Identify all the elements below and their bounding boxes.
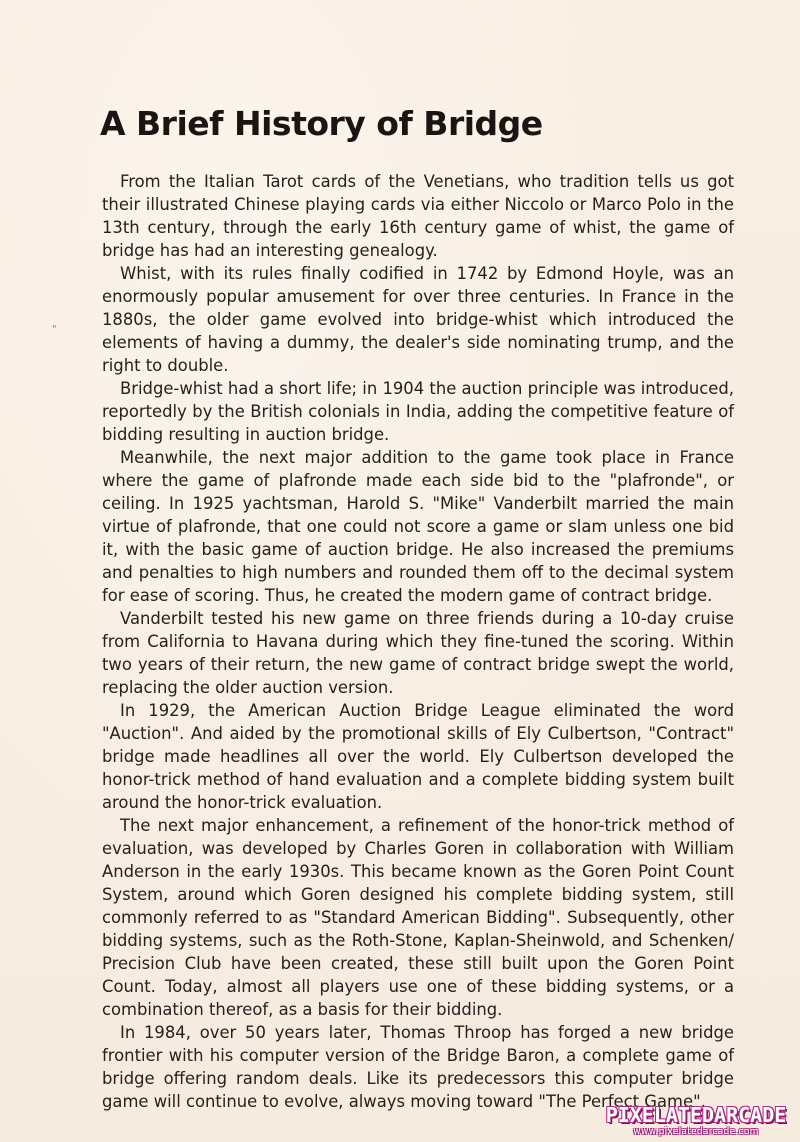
paragraph-3: Bridge-whist had a short life; in 1904 the auction principle was introduced, reportedly by the British colonials in India, adding the competitive feature of bidding resulting in auction bridge.: [102, 379, 734, 444]
watermark-url: www.pixelatedarcade.com: [633, 1127, 759, 1137]
paragraph-5: Vanderbilt tested his new game on three friends during a 10-day cruise from California to Havana during which they fine-tuned the scoring. Within two years of their return, the new game of contract bridge swept the world, replacing the older auction version.: [102, 609, 734, 697]
paragraph-7: The next major enhancement, a refinement of the honor-trick method of evaluation, was developed by Charles Goren in collaboration with William Anderson in the early 1930s. This became known as the Goren Point Count System, around which Goren designed his complete bidding system, still commonly referred to as "Standard American Bidding". Subsequently, other bidding systems, such as the Roth-Stone, Kaplan-Sheinwold, and Schenken/ Precision Club have been created, these still built upon the Goren Point Count. Today, almost all players use one of these bidding systems, or a combination thereof, as a basis for their bidding.: [102, 816, 734, 1019]
paragraph-8: In 1984, over 50 years later, Thomas Throop has forged a new bridge frontier with his computer version of the Bridge Baron, a complete game of bridge offering random deals. Like its predecessors this computer bridge game will continue to evolve, always moving toward "The Perfect Game".: [102, 1023, 734, 1111]
paragraph-2: Whist, with its rules finally codified in 1742 by Edmond Hoyle, was an enormously popular amusement for over three centuries. In France in the 1880s, the older game evolved into bridge-whist which introduced the elements of having a dummy, the dealer's side nominating trump, and the right to double.: [102, 264, 734, 375]
stray-mark: ": [52, 324, 57, 335]
paragraph-6: In 1929, the American Auction Bridge League eliminated the word "Auction". And aided by the promotional skills of Ely Culbertson, "Contract" bridge made headlines all over the world. Ely Culbertson developed the honor-trick method of hand evaluation and a complete bidding system built around the honor-trick evaluation.: [102, 701, 734, 812]
article-body: [102, 170, 734, 1113]
paragraph-4: Meanwhile, the next major addition to the game took place in France where the game of plafronde made each side bid to the "plafronde", or ceiling. In 1925 yachtsman, Harold S. "Mike" Vanderbilt married the main virtue of plafronde, that one could not score a game or slam unless one bid it, with the basic game of auction bridge. He also increased the premiums and penalties to high numbers and rounded them off to the decimal system for ease of scoring. Thus, he created the modern game of contract bridge.: [102, 448, 734, 605]
site-watermark: [598, 1104, 794, 1138]
watermark-name: PIXELATEDARCADE: [605, 1103, 787, 1127]
page-title: A Brief History of Bridge: [100, 104, 543, 143]
paragraph-1: From the Italian Tarot cards of the Venetians, who tradition tells us got their illustrated Chinese playing cards via either Niccolo or Marco Polo in the 13th century, through the early 16th century game of whist, the game of bridge has had an interesting genealogy.: [102, 172, 734, 260]
